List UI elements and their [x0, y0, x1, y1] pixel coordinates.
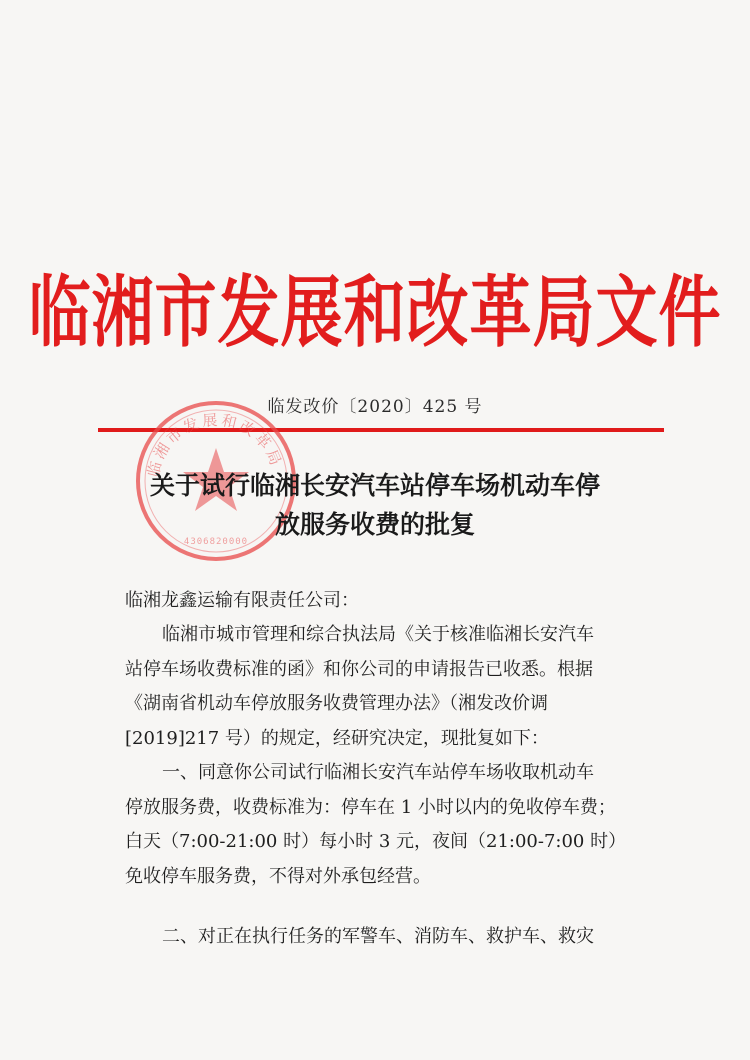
paragraph-line: 免收停车服务费，不得对外承包经营。: [125, 865, 431, 887]
document-number: 临发改价〔2020〕425 号: [267, 397, 483, 417]
body-paragraph-3: [125, 920, 655, 955]
paragraph-line: 白天（7:00-21:00 时）每小时 3 元，夜间（21:00-7:00 时）: [125, 831, 627, 852]
document-title: [0, 466, 750, 544]
body-paragraph-1: [125, 618, 655, 756]
paragraph-line: 站停车场收费标准的函》和你公司的申请报告已收悉。根据: [125, 658, 593, 680]
svg-text:4306820000: 4306820000: [183, 537, 249, 547]
paragraph-line: 《湖南省机动车停放服务收费管理办法》（湘发改价调: [125, 693, 548, 714]
paragraph-line: 停放服务费，收费标准为：停车在 1 小时以内的免收停车费；: [125, 796, 616, 818]
title-line: 关于试行临湘长安汽车站停车场机动车停: [149, 471, 600, 500]
addressee: 临湘龙鑫运输有限责任公司：: [125, 590, 359, 611]
masthead-title: 临湘市发展和改革局文件: [28, 266, 722, 358]
body-paragraph-2: [125, 756, 655, 894]
svg-text:临湘市发展和改革局: 临湘市发展和改革局: [144, 410, 286, 479]
paragraph-line: 二、对正在执行任务的军警车、消防车、救护车、救灾: [162, 926, 594, 947]
paragraph-line: [2019]217 号）的规定，经研究决定，现批复如下：: [125, 727, 549, 749]
title-line: 放服务收费的批复: [274, 510, 475, 539]
paragraph-line: 临湘市城市管理和综合执法局《关于核准临湘长安汽车: [162, 624, 594, 645]
paragraph-line: 一、同意你公司试行临湘长安汽车站停车场收取机动车: [162, 762, 594, 783]
